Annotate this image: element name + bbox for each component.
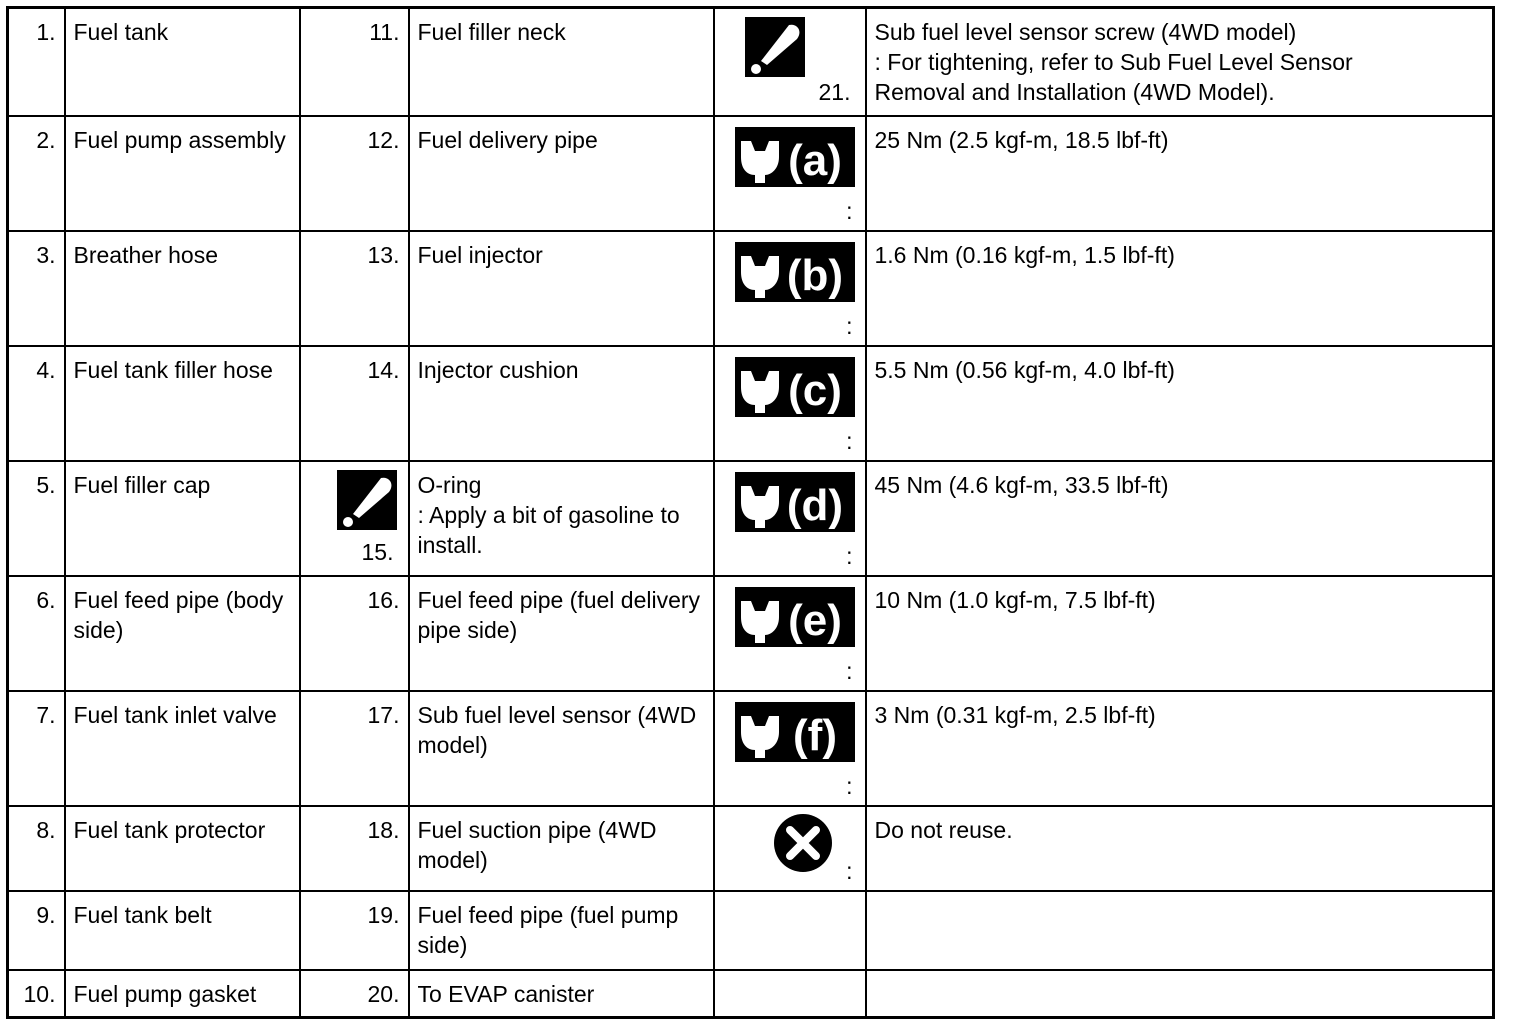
- torque-letter: (d): [786, 480, 843, 530]
- description-line: Sub fuel level sensor screw (4WD model): [874, 19, 1297, 45]
- tighten-torque-icon: [735, 702, 855, 762]
- tighten-torque-icon: [735, 587, 855, 647]
- symbol-colon: :: [846, 197, 853, 224]
- item-name: O-ring: [417, 471, 482, 498]
- description-line: Removal and Installation (4WD Model).: [874, 79, 1275, 105]
- torque-letter: (b): [786, 250, 843, 300]
- item-number: 5.: [8, 461, 65, 576]
- do-not-reuse-icon: [773, 813, 833, 880]
- table-row: [8, 8, 1494, 116]
- table-row: [8, 346, 1494, 461]
- item-name: Fuel feed pipe (body side): [65, 576, 300, 691]
- item-number: 18.: [300, 806, 409, 891]
- item-number: 6.: [8, 576, 65, 691]
- item-name: Fuel feed pipe (fuel pump side): [409, 891, 714, 970]
- description-cell: [866, 8, 1494, 116]
- description-line: 1.6 Nm (0.16 kgf-m, 1.5 lbf-ft): [874, 241, 1175, 268]
- table-row: [8, 970, 1494, 1018]
- description-cell: [866, 691, 1494, 806]
- apply-grease-icon: [745, 17, 805, 84]
- item-number: 16.: [300, 576, 409, 691]
- description-cell: [866, 116, 1494, 231]
- item-name: Breather hose: [65, 231, 300, 346]
- description-cell: [866, 461, 1494, 576]
- item-name: Fuel tank protector: [65, 806, 300, 891]
- table-row: [8, 461, 1494, 576]
- torque-letter: (a): [787, 135, 842, 185]
- symbol-colon: :: [846, 312, 853, 339]
- symbol-cell: [300, 461, 409, 576]
- item-number: 20.: [300, 970, 409, 1018]
- description-cell: [866, 231, 1494, 346]
- parts-table: [6, 6, 1495, 1019]
- symbol-cell: [714, 691, 866, 806]
- item-name: Fuel suction pipe (4WD model): [409, 806, 714, 891]
- tighten-torque-icon: [735, 127, 855, 187]
- description-cell: [866, 576, 1494, 691]
- symbol-cell: [714, 806, 866, 891]
- item-name: Fuel filler neck: [409, 8, 714, 116]
- item-number: 7.: [8, 691, 65, 806]
- item-name: Fuel tank belt: [65, 891, 300, 970]
- symbol-colon: :: [846, 427, 853, 454]
- item-name: Fuel tank: [65, 8, 300, 116]
- item-number: 2.: [8, 116, 65, 231]
- symbol-cell: [714, 8, 866, 116]
- item-name: Fuel feed pipe (fuel delivery pipe side): [409, 576, 714, 691]
- description-line: 10 Nm (1.0 kgf-m, 7.5 lbf-ft): [874, 586, 1156, 613]
- symbol-cell: [714, 116, 866, 231]
- description-line: 45 Nm (4.6 kgf-m, 33.5 lbf-ft): [874, 471, 1169, 498]
- description-line: 3 Nm (0.31 kgf-m, 2.5 lbf-ft): [874, 701, 1156, 728]
- symbol-cell: [714, 461, 866, 576]
- symbol-colon: :: [846, 772, 853, 799]
- description-line: : For tightening, refer to Sub Fuel Level Sensor: [874, 49, 1353, 75]
- item-number: 3.: [8, 231, 65, 346]
- item-note: : Apply a bit of gasoline to install.: [417, 501, 680, 558]
- item-name: To EVAP canister: [409, 970, 714, 1018]
- description-cell-empty: [866, 891, 1494, 970]
- item-number: 14.: [300, 346, 409, 461]
- item-number: 19.: [300, 891, 409, 970]
- item-number: 8.: [8, 806, 65, 891]
- table-row: [8, 691, 1494, 806]
- item-number: 9.: [8, 891, 65, 970]
- symbol-colon: :: [846, 542, 853, 569]
- tighten-torque-icon: [735, 472, 855, 532]
- item-number: 15.: [361, 538, 394, 565]
- symbol-cell: [714, 346, 866, 461]
- item-name: Fuel injector: [409, 231, 714, 346]
- item-number: 12.: [300, 116, 409, 231]
- item-name: Fuel pump gasket: [65, 970, 300, 1018]
- symbol-cell-empty: [714, 970, 866, 1018]
- description-line: Do not reuse.: [874, 816, 1013, 843]
- item-name: Fuel filler cap: [65, 461, 300, 576]
- table-row: [8, 806, 1494, 891]
- table-row: [8, 116, 1494, 231]
- item-name: Fuel tank inlet valve: [65, 691, 300, 806]
- item-number: 13.: [300, 231, 409, 346]
- description-cell: [866, 806, 1494, 891]
- item-name: Fuel pump assembly: [65, 116, 300, 231]
- symbol-cell: [714, 231, 866, 346]
- description-line: 25 Nm (2.5 kgf-m, 18.5 lbf-ft): [874, 126, 1169, 153]
- symbol-colon: :: [846, 857, 853, 884]
- torque-letter: (e): [787, 595, 842, 645]
- description-line: 5.5 Nm (0.56 kgf-m, 4.0 lbf-ft): [874, 356, 1175, 383]
- symbol-cell-empty: [714, 891, 866, 970]
- item-name: Fuel tank filler hose: [65, 346, 300, 461]
- item-name: Sub fuel level sensor (4WD model): [409, 691, 714, 806]
- apply-grease-icon: [337, 470, 397, 537]
- description-cell: [866, 346, 1494, 461]
- table-row: [8, 231, 1494, 346]
- item-number: 1.: [8, 8, 65, 116]
- torque-letter: (f): [792, 710, 837, 760]
- item-number: 4.: [8, 346, 65, 461]
- tighten-torque-icon: [735, 357, 855, 417]
- item-name-cell: [409, 461, 714, 576]
- item-number: 10.: [8, 970, 65, 1018]
- symbol-number: 21.: [818, 78, 851, 105]
- description-cell-empty: [866, 970, 1494, 1018]
- item-number: 11.: [300, 8, 409, 116]
- tighten-torque-icon: [735, 242, 855, 302]
- symbol-cell: [714, 576, 866, 691]
- item-number: 17.: [300, 691, 409, 806]
- table-row: [8, 576, 1494, 691]
- item-name: Fuel delivery pipe: [409, 116, 714, 231]
- item-name: Injector cushion: [409, 346, 714, 461]
- torque-letter: (c): [787, 365, 842, 415]
- table-row: [8, 891, 1494, 970]
- symbol-colon: :: [846, 657, 853, 684]
